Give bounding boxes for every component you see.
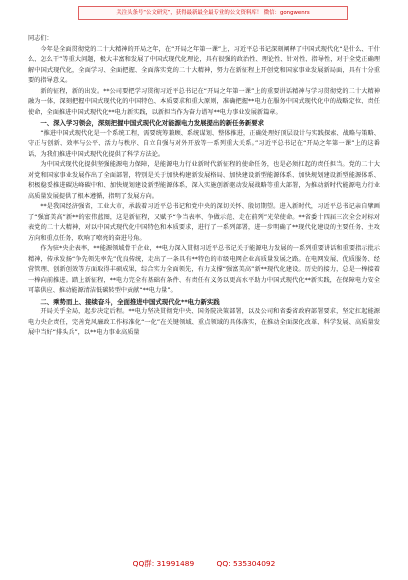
paragraph: 作为驻*央企表率，**能源领域骨干企业，**电力深入贯彻习近平总书记关于能源电力发展的一系列重要讲话和重要指示批示精神，传承发扬“争先领先率先”优良传统，走出了一条具有**特色的市级电网企业高质量发展之路。在电网发展、优质服务、经营管理、创新创效等方面取得丰硕成果，综合实力全面领先，有力支撑“强富美高”新**现代化建设。历史的接力，总是一棒接着一棒向前推进。踏上新征程，**电力完全有基础有条件、有责任有义务以更高水平助力中国式现代化**新实践，在保障电力安全可靠供应、推动能源清洁低碳转型中贡献“**电力量”。 xyxy=(28,245,380,294)
section-heading: 一、深入学习领会，深刻把握中国式现代化对能源电力发展提出的新任务新要求 xyxy=(40,119,265,127)
paragraph: 新的征程，新的出发。**公司要把学习贯彻习近平总书记在“开局之年第一课”上的重要讲话精神与学习贯彻党的二十大精神融为一体，深刻把握中国式现代化的中国特色、本质要求和重大原则，准确把握**电力在服务中国式现代化中的战略定位、责任使命，全面推进中国式现代化**电力新实践，以新担当作为奋力谱写**电力事业发展新篇章。 xyxy=(28,87,380,116)
qq-number: QQ: 535304092 xyxy=(216,559,276,568)
promo-banner: 关注头条号“公文研究”，获得最新最全最专业的公文资料库！ 微信：gongwenrs xyxy=(78,6,348,20)
footer-contact xyxy=(0,558,408,570)
document-body xyxy=(28,34,380,339)
qq-group-number: QQ群: 31991489 xyxy=(132,559,195,568)
paragraph: “推进中国式现代化是一个系统工程，需要统筹兼顾、系统谋划、整体推进，正确处理好顶层设计与实践探索、战略与策略、守正与创新、效率与公平、活力与秩序、自立自强与对外开放等一系列重大关系。”习近平总书记在“开局之年第一课”上的这番话，为我们推进中国式现代化提供了科学方法论。 xyxy=(28,129,380,158)
paragraph: 开局关乎全局，起步决定后程。**电力坚决贯彻党中央、国务院决策部署，以及公司和省委省政府部署要求，坚定扛起能源电力央企责任，完善党风廉政工作标准化“一化”在关键领域、重点领域的具体落实，在推动全面深化改革、科学发展、高质量发展中当好“排头兵”，以**电力事业高质量 xyxy=(28,308,380,336)
paragraph: 今年是全面贯彻党的二十大精神的开局之年，在“开局之年第一课”上，习近平总书记深刻阐释了中国式现代化“是什么、干什么、怎么干”等重大问题，极大丰富和发展了中国式现代化理论，具有很强的政治性、理论性、针对性、指导性，对于全党正确理解中国式现代化，全面学习、全面把握、全面落实党的二十大精神，努力在新征程上开创党和国家事业发展新局面，具有十分重要的指导意义。 xyxy=(28,45,380,84)
paragraph: **是我国经济强省，工业大市，承载着习近平总书记和党中央的深切关怀、殷切期望。进入新时代，习近平总书记亲自擘画了“强富美高”新**的宏伟蓝图，这是新征程，又赋予“争当表率、争做示范、走在前列”光荣使命。**省委十四届三次全会对标对表党的二十大精神，对以中国式现代化中国特色和本质要求，进行了一系列部署，进一步明确了**现代化建设的主要任务、主攻方向和重点任务，吹响了嘹亮的奋进号角。 xyxy=(28,203,380,242)
section-heading: 二、乘势而上、接续奋斗，全面推进中国式现代化**电力新实践 xyxy=(40,297,220,306)
paragraph: 为中国式现代化提供坚强能源电力保障，是能源电力行业新时代新征程的使命任务，也是必须扛起的责任担当。党的二十大对党和国家事业发展作出了全面部署，特别是关于加快构建新发展格局、加快建设新型能源体系、加快规划建设新型能源体系、积极稳妥推进碳达峰碳中和、加快规划建设新型能源体系，深入实施创新驱动发展战略等重大部署，为推动新时代能源电力行业高质量发展提供了根本遵循，指明了发展方向。 xyxy=(28,161,380,200)
salutation: 同志们： xyxy=(28,35,53,42)
